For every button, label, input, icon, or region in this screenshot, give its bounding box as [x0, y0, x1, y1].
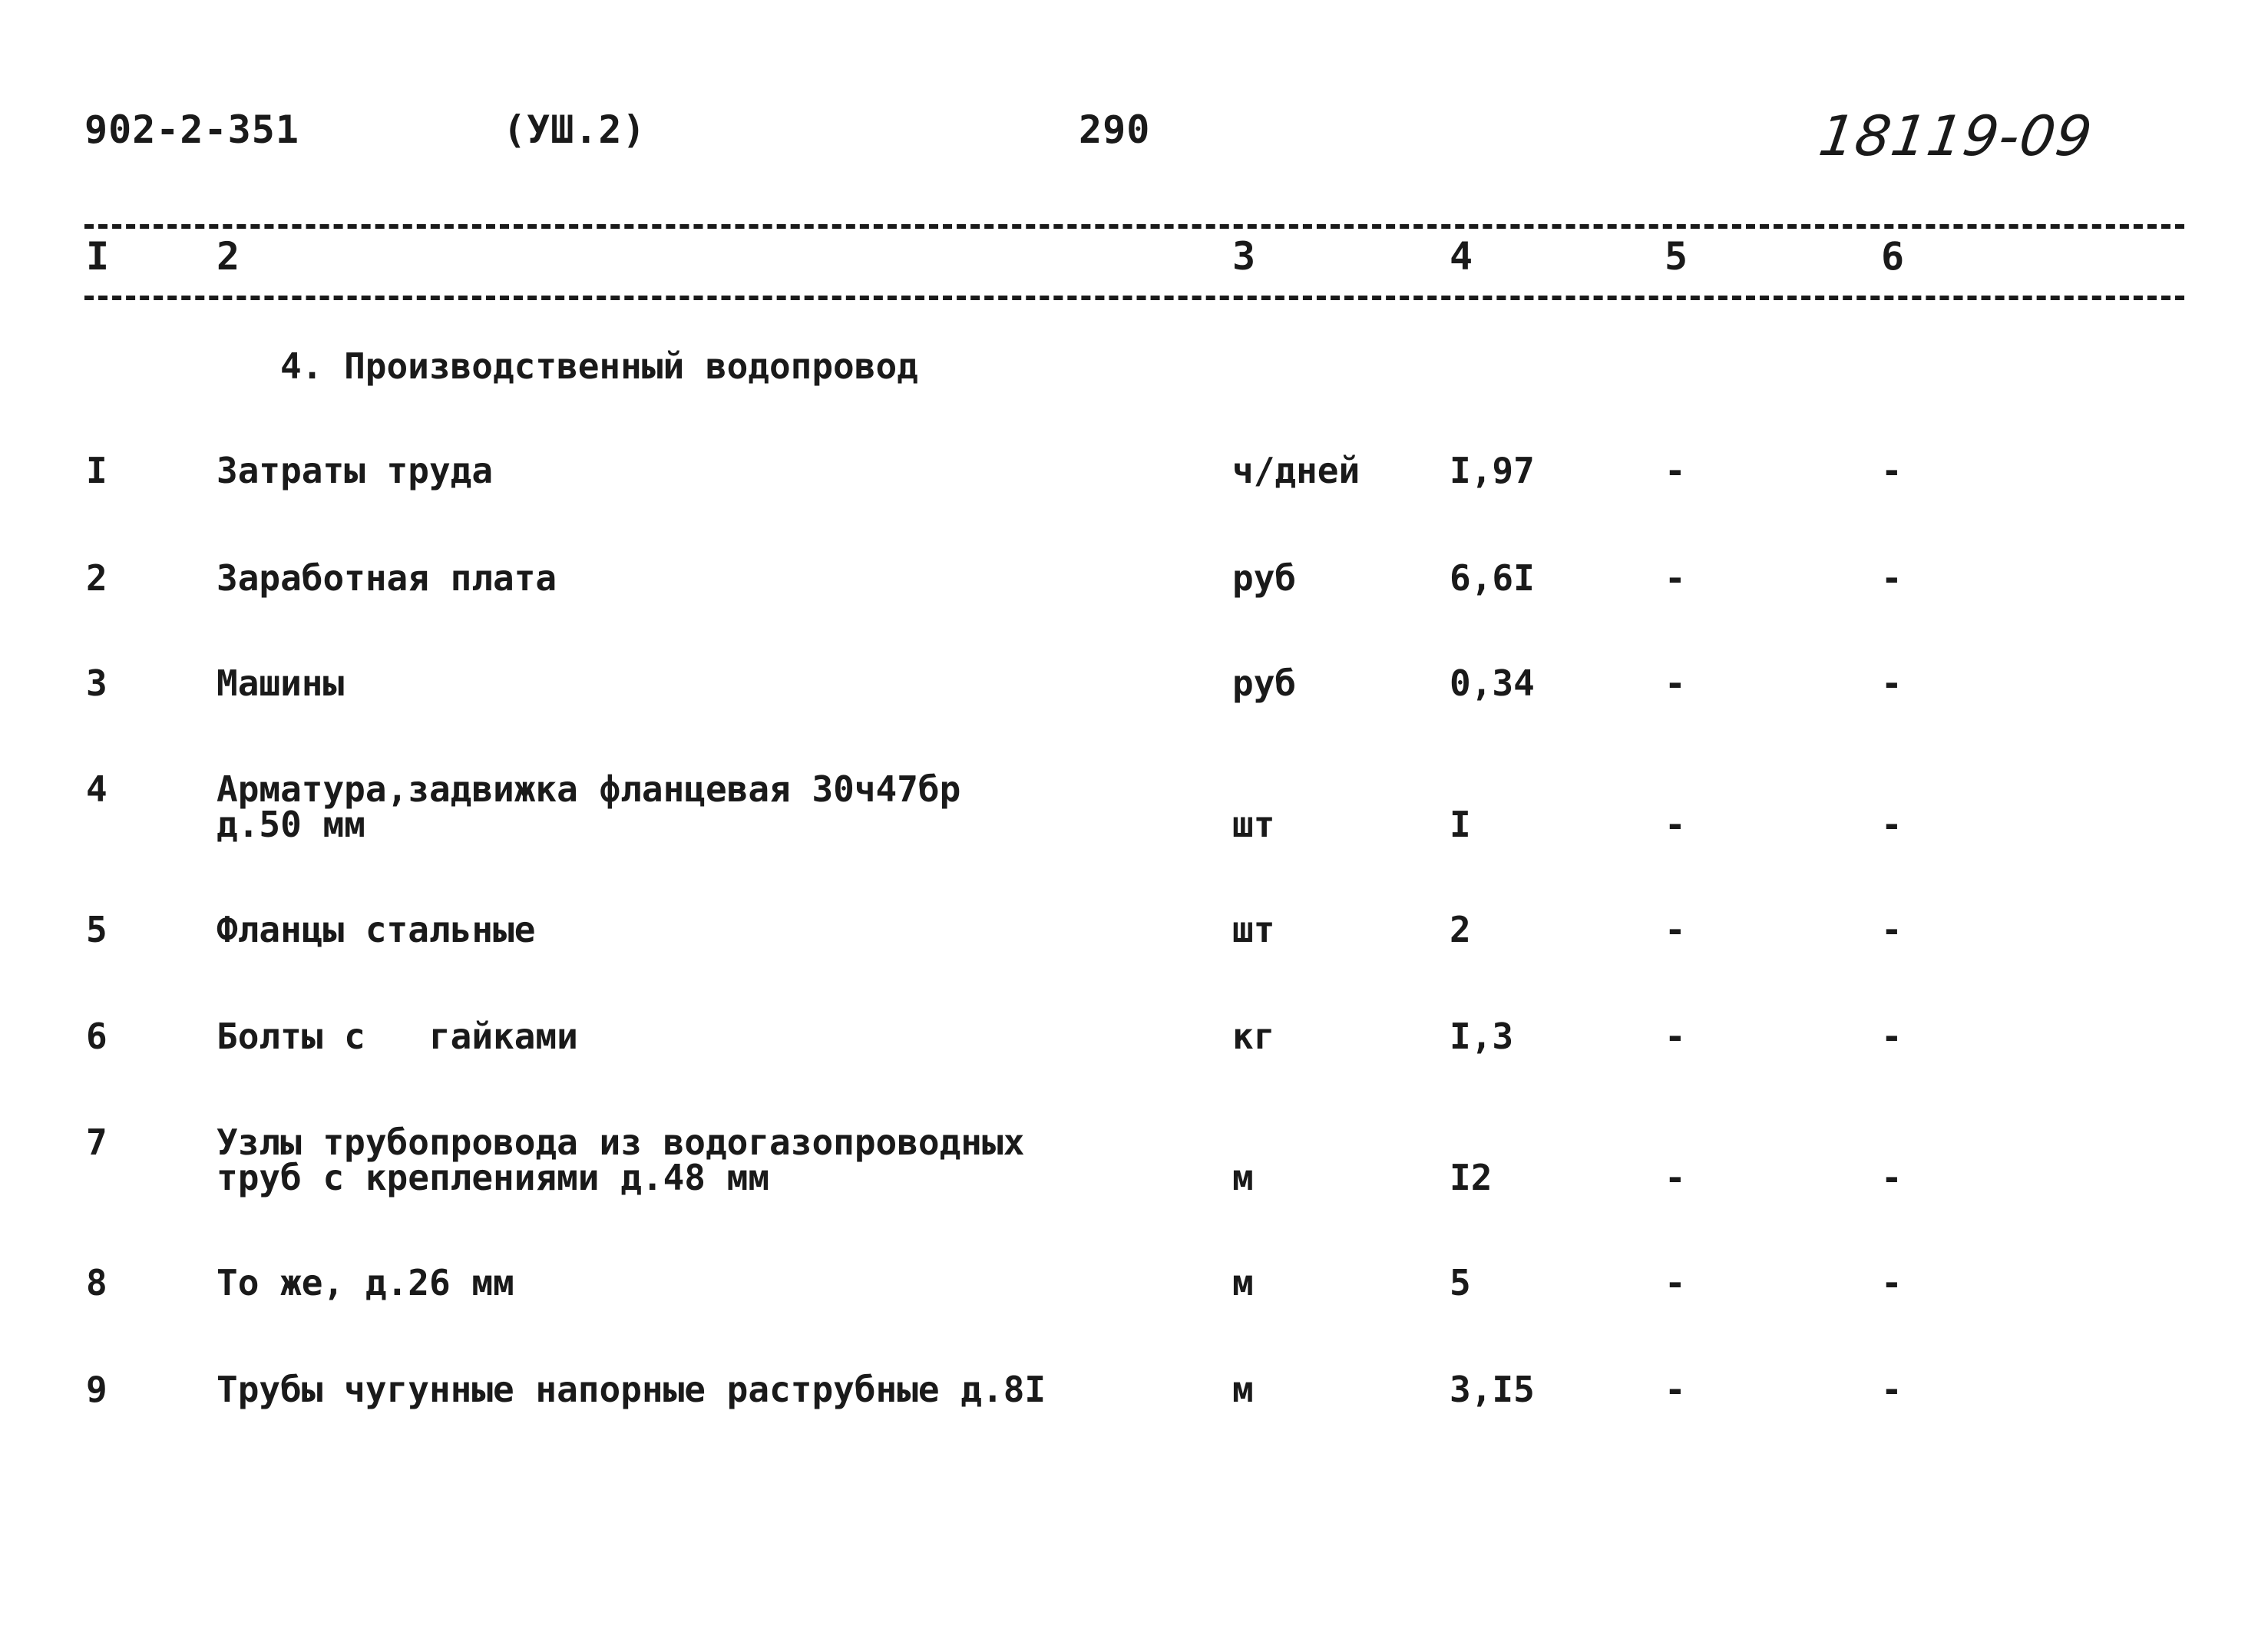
row-number: 7: [86, 1122, 107, 1163]
item-unit: ч/дней: [1232, 450, 1360, 491]
column-6-value: -: [1881, 450, 1903, 491]
item-unit: шт: [1232, 909, 1275, 950]
item-unit: м: [1232, 1157, 1254, 1198]
column-header-5: 5: [1665, 234, 1688, 279]
column-header-2: 2: [217, 234, 240, 279]
item-unit: шт: [1232, 804, 1275, 845]
table-header-top-rule: [84, 224, 2184, 229]
column-5-value: -: [1665, 1369, 1686, 1410]
item-name: Машины: [217, 662, 345, 704]
row-number: 8: [86, 1262, 107, 1303]
column-header-3: 3: [1232, 234, 1256, 279]
item-name: Заработная плата: [217, 557, 557, 599]
column-6-value: -: [1881, 662, 1903, 704]
item-name: Фланцы стальные: [217, 909, 536, 950]
section-label: (УШ.2): [503, 107, 646, 152]
row-number: 3: [86, 662, 107, 704]
column-5-value: -: [1665, 557, 1686, 599]
row-number: 5: [86, 909, 107, 950]
column-5-value: -: [1665, 450, 1686, 491]
item-name: Узлы трубопровода из водогазопроводных труб с креплениями д.48 мм: [217, 1122, 1025, 1198]
item-quantity: 2: [1450, 909, 1471, 950]
item-quantity: 5: [1450, 1262, 1471, 1303]
item-unit: руб: [1232, 662, 1297, 704]
item-quantity: I2: [1450, 1157, 1493, 1198]
column-5-value: -: [1665, 1016, 1686, 1057]
column-header-6: 6: [1881, 234, 1905, 279]
column-6-value: -: [1881, 909, 1903, 950]
column-6-value: -: [1881, 1369, 1903, 1410]
item-quantity: I,97: [1450, 450, 1535, 491]
item-quantity: 3,I5: [1450, 1369, 1535, 1410]
column-5-value: -: [1665, 662, 1686, 704]
item-unit: руб: [1232, 557, 1297, 599]
archive-number: 18119-09: [1815, 104, 2097, 168]
page-number: 290: [1079, 107, 1151, 152]
column-header-4: 4: [1450, 234, 1473, 279]
item-quantity: 6,6I: [1450, 557, 1535, 599]
item-unit: м: [1232, 1262, 1254, 1303]
table-header-bottom-rule: [84, 296, 2184, 300]
column-6-value: -: [1881, 804, 1903, 845]
column-5-value: -: [1665, 909, 1686, 950]
row-number: 6: [86, 1016, 107, 1057]
column-6-value: -: [1881, 1262, 1903, 1303]
row-number: I: [86, 450, 107, 491]
column-6-value: -: [1881, 1157, 1903, 1198]
item-quantity: 0,34: [1450, 662, 1535, 704]
document-code: 902-2-351: [84, 107, 299, 152]
item-name: Арматура,задвижка фланцевая 30ч47бр д.50 мм: [217, 768, 961, 845]
section-title: 4. Производственный водопровод: [280, 345, 918, 387]
item-name: Болты с гайками: [217, 1016, 578, 1057]
column-5-value: -: [1665, 1262, 1686, 1303]
item-name: Трубы чугунные напорные раструбные д.8I: [217, 1369, 1046, 1410]
item-name: Затраты труда: [217, 450, 494, 491]
row-number: 2: [86, 557, 107, 599]
item-quantity: I,3: [1450, 1016, 1514, 1057]
item-name: То же, д.26 мм: [217, 1262, 514, 1303]
item-unit: кг: [1232, 1016, 1275, 1057]
row-number: 4: [86, 768, 107, 810]
row-number: 9: [86, 1369, 107, 1410]
item-quantity: I: [1450, 804, 1471, 845]
column-6-value: -: [1881, 557, 1903, 599]
column-6-value: -: [1881, 1016, 1903, 1057]
column-5-value: -: [1665, 804, 1686, 845]
item-unit: м: [1232, 1369, 1254, 1410]
column-header-1: I: [86, 234, 110, 279]
column-5-value: -: [1665, 1157, 1686, 1198]
